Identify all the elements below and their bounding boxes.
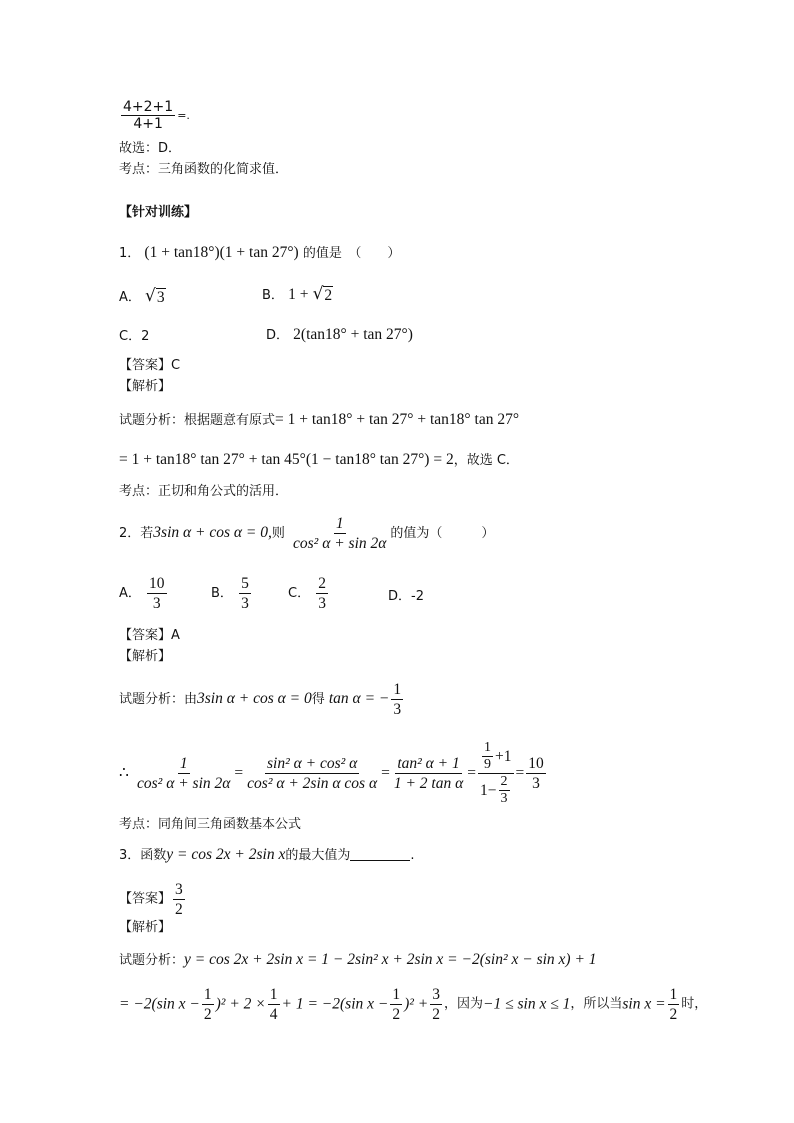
section-title: 【针对训练】 [119,205,198,220]
q2-option-c-fraction [316,574,328,613]
q2-deriv-f4-inner-num [482,740,493,773]
q2-deriv-f2-numerator: sin² α + cos² α [266,755,358,772]
q2-fraction [291,514,388,553]
q2-deriv-f4-den-a: 1− [480,782,497,799]
q2-fraction-denominator: cos² α + sin 2α [293,535,387,552]
answer-blank [350,846,410,861]
q3-l2-half-1-den: 2 [203,1006,212,1023]
q2-deriv-f3-numerator: tan² α + 1 [397,755,460,772]
q2-analysis-numerator: 1 [393,681,402,698]
q3-answer-denominator: 2 [175,901,183,918]
q3-number: 3．函数 [119,848,167,863]
q2-deriv-f4-den-b: 2 [500,774,508,789]
q2-jiexi: 【解析】 [119,649,172,664]
prev-choice: 故选：D． [119,141,182,156]
prev-fraction-denominator: 4+1 [133,116,163,132]
q2-deriv-f4 [478,740,514,807]
q2-number: 2．若 [119,526,154,541]
q2-condition: 3sin α + cos α = 0, [153,524,272,541]
q2-deriv-f4-num-a: 1 [484,740,491,755]
q2-option-a-fraction [147,574,167,613]
q1-option-a-radicand: 3 [156,289,165,306]
q3-answer [119,880,187,919]
q2-option-a-denominator: 3 [152,595,161,612]
q2-ze: 则 [271,526,285,541]
q1-analysis-line1 [119,410,519,431]
q2-deriv-f1 [135,754,232,793]
q1-option-d [266,325,413,346]
prev-fraction-numerator: 4+2+1 [123,99,174,115]
q2-deriv-result-numerator: 10 [528,755,544,772]
q1-analysis-tail: ，故选 C． [453,453,519,468]
q1-kaodian: 考点：正切和角公式的活用． [119,484,289,499]
prev-kaodian: 考点：三角函数的化简求值． [119,162,289,177]
q1-option-b-label: B． [262,288,284,303]
q2-analysis-prefix: 试题分析：由 [119,692,198,707]
q2-option-d: D．-2 [388,589,424,604]
q3-analysis-prefix: 试题分析： [119,953,185,968]
q3-tail: 的最大值为 [285,848,351,863]
q3-l2-e: ，因为 [444,996,484,1012]
q3-l2-g: ，所以当 [570,996,623,1012]
q2-deriv-f4-num-c: +1 [495,748,512,765]
q2-fraction-numerator: 1 [335,515,344,532]
equals-sign: = [381,764,390,782]
q3-l2-b: )² + 2 × [215,995,266,1013]
q2-derivation [119,740,548,807]
equals-sign: = [234,764,244,782]
q1-jiexi: 【解析】 [119,379,172,394]
q3-l2-quarter-den: 4 [269,1006,278,1023]
q2-tail: 的值为（ ） [390,526,495,541]
q1-option-a [119,286,166,308]
q1-analysis-expr2: = 1 + tan18° tan 27° + tan 45°(1 − tan18° tan 27°) = 2 [119,451,454,468]
q3-l2-a: = −2(sin x − [119,995,200,1013]
prev-fraction-tail: =. [177,109,190,122]
sqrt-icon: √ 2 [312,284,333,304]
q2-kaodian: 考点：同角间三角函数基本公式 [119,817,302,832]
q2-analysis-denominator: 3 [393,701,402,718]
q1-expression: (1 + tan18°)(1 + tan 27°) [144,244,299,261]
q3-analysis-expr: y = cos 2x + 2sin x = 1 − 2sin² x + 2sin x = −2(sin² x − sin x) + 1 [184,951,597,968]
q3-l2-c: + 1 = −2(sin x − [281,995,389,1013]
q3-l2-three-halves-num: 3 [432,986,440,1003]
q2-option-c [288,574,330,613]
q2-answer: 【答案】A [119,628,180,643]
q3-answer-fraction [173,880,185,919]
q3-l2-quarter-num: 1 [269,986,278,1003]
q2-deriv-f2 [245,754,379,793]
q2-option-b-denominator: 3 [241,595,249,612]
q3-l2-half-2-den: 2 [392,1006,401,1023]
q3-l2-half-3-num: 1 [669,986,678,1003]
q2-deriv-f3-denominator: 1 + 2 tan α [393,775,464,792]
q2-deriv-f4-denominator [478,774,514,807]
equals-sign: = [467,764,476,782]
q1-number: 1． [119,246,141,261]
q1-analysis-expr1: = 1 + tan18° + tan 27° + tan18° tan 27° [275,411,520,428]
q3-l2-half-2-num: 1 [392,986,401,1003]
q2-deriv-result-denominator: 3 [532,775,540,792]
q3-l2-three-halves-den: 2 [432,1006,440,1023]
q1-analysis-label: 试题分析：根据题意有原式 [119,413,276,428]
q2-deriv-f1-numerator: 1 [179,755,188,772]
q2-stem [119,514,494,553]
q2-analysis-de: 得 [311,692,325,707]
q2-deriv-result [526,754,546,793]
q1-option-d-expression: 2(tan18° + tan 27°) [293,326,413,343]
q3-l2-three-halves [430,985,442,1024]
q1-option-a-label: A． [119,290,141,305]
q1-option-c: C．2 [119,329,150,344]
q2-deriv-f4-inner-den [499,774,510,807]
q3-l2-half-1 [202,985,214,1024]
q3-l2-h: sin x = [622,995,666,1013]
q3-l2-d: )² + [404,995,429,1013]
q2-analysis-fraction [391,680,403,719]
q2-option-b [211,574,253,613]
q2-deriv-f3 [392,754,465,793]
q2-analysis-condition: 3sin α + cos α = 0 [197,690,312,707]
q2-option-a-label: A． [119,586,141,601]
therefore-icon: ∴ [119,764,129,782]
q3-l2-half-3-den: 2 [669,1006,678,1023]
equals-sign: = [515,764,525,782]
q3-analysis-line2 [119,985,707,1024]
q2-option-b-label: B． [211,586,233,601]
q2-option-c-label: C． [288,586,311,601]
q2-deriv-f1-denominator: cos² α + sin 2α [137,775,231,792]
q3-answer-label: 【答案】 [119,891,172,907]
q2-option-c-numerator: 2 [318,575,326,592]
q2-analysis-result: tan α = − [328,690,390,707]
q2-option-c-denominator: 3 [318,595,326,612]
q2-deriv-f4-numerator [478,740,514,774]
q1-stem [119,243,400,264]
q3-l2-f: −1 ≤ sin x ≤ 1 [483,995,571,1013]
q3-expression: y = cos 2x + 2sin x [166,846,286,863]
q3-answer-numerator: 3 [175,881,183,898]
prev-fraction [121,99,175,132]
q2-option-b-numerator: 5 [241,575,249,592]
q3-end: . [410,848,415,863]
q1-answer: 【答案】C [119,358,181,373]
q1-option-b-radicand: 2 [324,287,333,304]
q2-analysis-line1 [119,680,405,719]
q3-jiexi: 【解析】 [119,920,172,935]
q3-l2-quarter [268,985,280,1024]
q2-option-b-fraction [239,574,251,613]
q1-option-b [262,284,333,306]
q3-l2-half-3 [668,985,680,1024]
q2-deriv-f4-den-c: 3 [500,791,508,806]
q3-stem [119,845,415,866]
sqrt-icon: √ 3 [145,286,165,306]
q3-l2-i: 时， [681,996,708,1012]
q2-option-a-numerator: 10 [149,575,165,592]
q2-options [119,574,169,613]
q1-analysis-line2 [119,450,519,471]
q1-option-b-prefix: 1 + [288,286,309,303]
q2-deriv-f4-num-b: 9 [484,757,491,772]
q3-analysis-line1 [119,950,597,971]
q1-option-d-label: D． [266,328,290,343]
q3-l2-half-1-num: 1 [203,986,212,1003]
q3-l2-half-2 [390,985,402,1024]
prev-fraction-line [119,99,190,132]
q2-deriv-f2-denominator: cos² α + 2sin α cos α [247,775,378,792]
q1-tail: 的值是 （ ） [302,246,401,261]
